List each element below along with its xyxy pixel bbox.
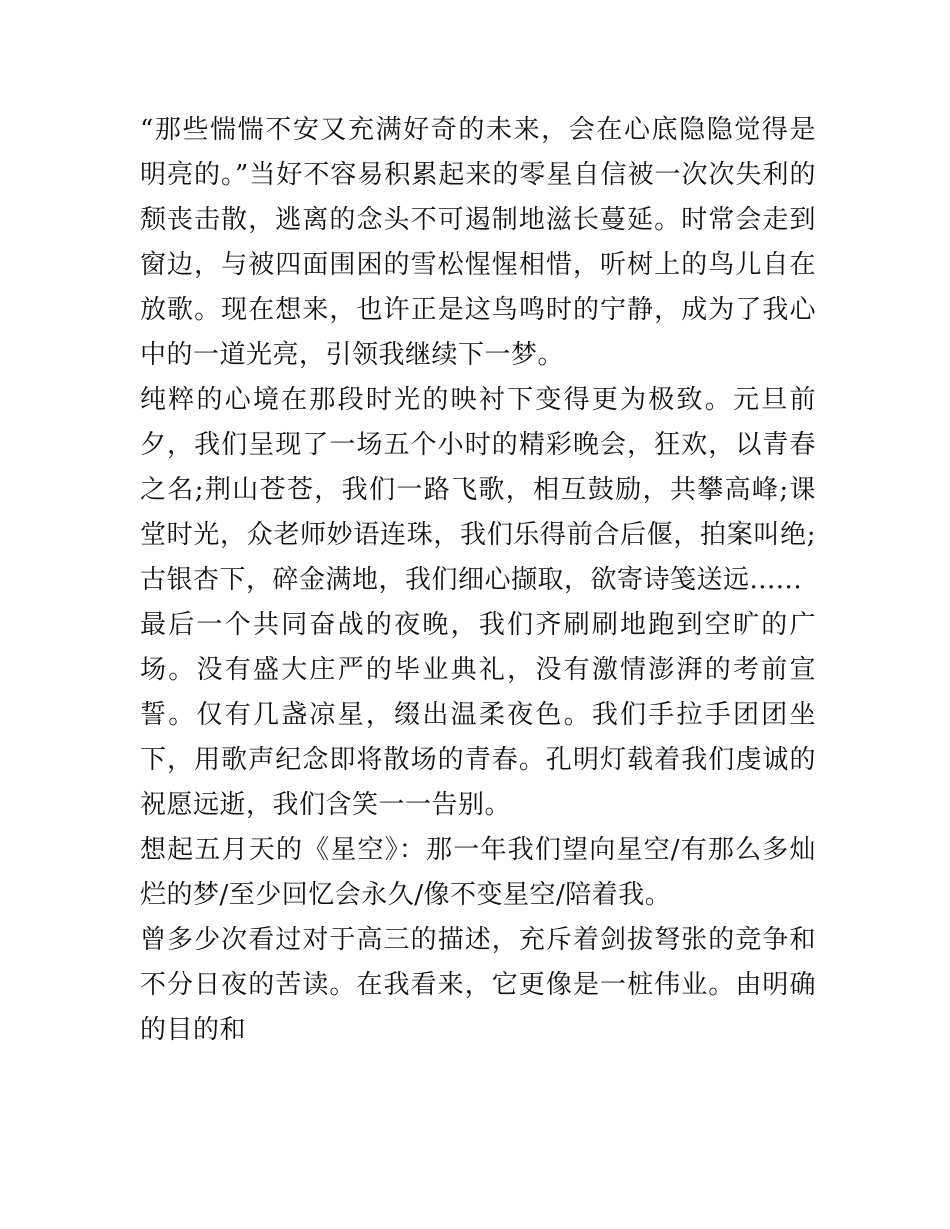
paragraph-4: 想起五月天的《星空》：那一年我们望向星空/有那么多灿烂的梦/至少回忆会永久/像不变星空/陪着我。 xyxy=(140,835,816,910)
paragraph-3: 最后一个共同奋战的夜晚，我们齐刷刷地跑到空旷的广场。没有盛大庄严的毕业典礼，没有激情澎湃的考前宣誓。仅有几盏凉星，缀出温柔夜色。我们手拉手团团坐下，用歌声纪念即将散场的青春。孔明灯载着我们虔诚的祝愿远逝，我们含笑一一告别。 xyxy=(140,610,816,820)
paragraph-5: 曾多少次看过对于高三的描述，充斥着剑拔弩张的竞争和不分日夜的苦读。在我看来，它更像是一桩伟业。由明确的目的和 xyxy=(140,925,816,1045)
paragraph-2: 纯粹的心境在那段时光的映衬下变得更为极致。元旦前夕，我们呈现了一场五个小时的精彩晚会，狂欢，以青春之名;荆山苍苍，我们一路飞歌，相互鼓励，共攀高峰;课堂时光，众老师妙语连珠，我们乐得前合后偃，拍案叫绝;古银杏下，碎金满地，我们细心撷取，欲寄诗笺送远...... xyxy=(140,385,816,595)
paragraph-1: “那些惴惴不安又充满好奇的未来，会在心底隐隐觉得是明亮的。”当好不容易积累起来的零星自信被一次次失利的颓丧击散，逃离的念头不可遏制地滋长蔓延。时常会走到窗边，与被四面围困的雪松惺惺相惜，听树上的鸟儿自在放歌。现在想来，也许正是这鸟鸣时的宁静，成为了我心中的一道光亮，引领我继续下一梦。 xyxy=(140,115,816,370)
document-body xyxy=(140,108,816,1053)
